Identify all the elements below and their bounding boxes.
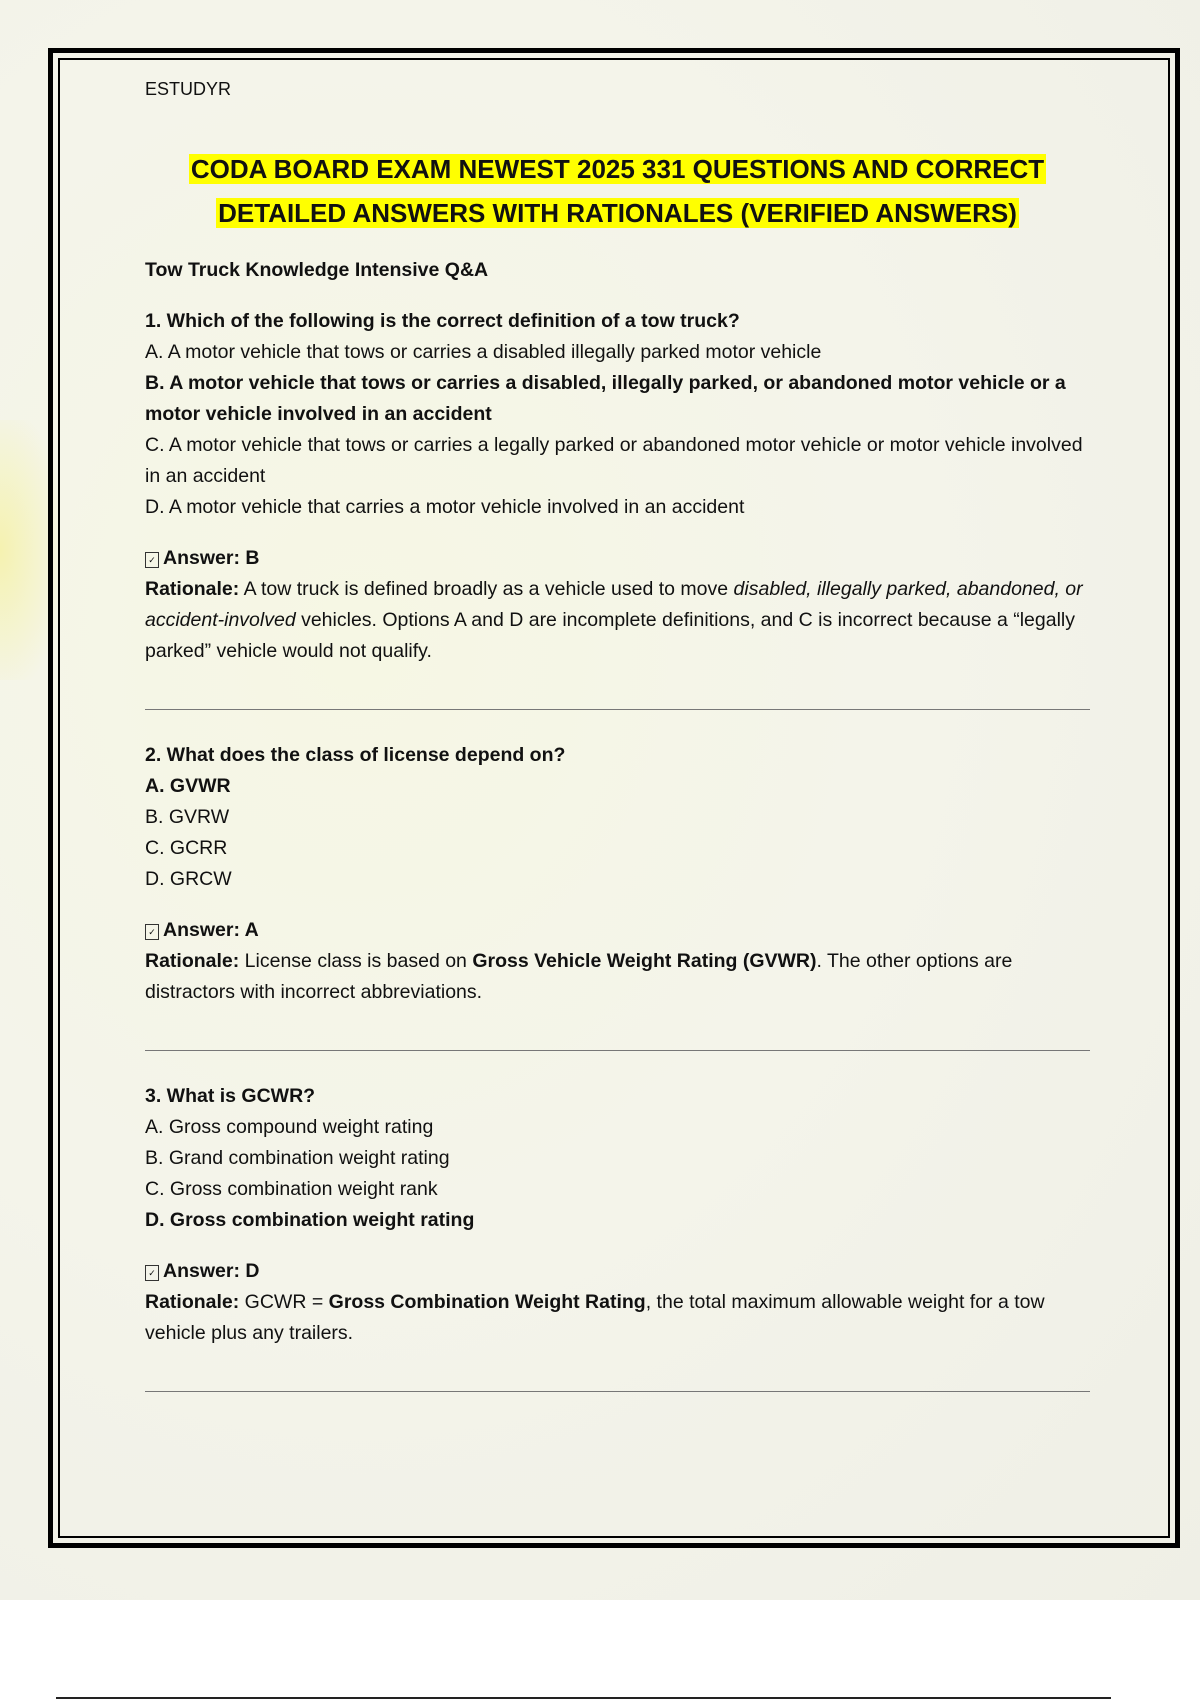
option-c: C. Gross combination weight rank — [145, 1178, 438, 1200]
question-block-1 — [145, 306, 1090, 667]
rationale — [145, 574, 1090, 667]
rationale-emphasis: disabled, illegally parked, abandoned, or accident-involved — [145, 578, 1083, 631]
divider — [145, 1050, 1090, 1051]
rationale — [145, 946, 1090, 1008]
rationale-text: . The other options are distractors with incorrect abbreviations. — [145, 950, 1013, 1003]
question-block-3 — [145, 1081, 1090, 1349]
option-d: D. GRCW — [145, 868, 232, 890]
answer-line — [145, 1256, 1090, 1287]
option-a: A. Gross compound weight rating — [145, 1116, 434, 1138]
title-line-1: CODA BOARD EXAM NEWEST 2025 331 QUESTIONS AND CORRECT — [190, 154, 1045, 184]
page-bottom-rule — [56, 1697, 1111, 1699]
checkmark-icon: ✓ — [145, 1265, 159, 1281]
question-text: 2. What does the class of license depend on? — [145, 744, 566, 766]
question-text: 3. What is GCWR? — [145, 1085, 316, 1107]
question-block-2 — [145, 740, 1090, 1008]
option-d-correct: D. Gross combination weight rating — [145, 1209, 475, 1231]
option-a-correct: A. GVWR — [145, 775, 231, 797]
rationale-text: vehicles. Options A and D are incomplete definitions, and C is incorrect because a “legally parked” vehicle would not qualify. — [145, 609, 1076, 662]
checkmark-icon: ✓ — [145, 924, 159, 940]
question-text: 1. Which of the following is the correct definition of a tow truck? — [145, 310, 740, 332]
answer-line — [145, 543, 1090, 574]
rationale — [145, 1287, 1090, 1349]
answer-text: Answer: D — [163, 1260, 260, 1282]
document-body — [145, 70, 1090, 1422]
document-title — [145, 147, 1090, 235]
rationale-label: Rationale: — [145, 950, 240, 972]
rationale-text: License class is based on — [239, 950, 473, 972]
option-b-correct: B. A motor vehicle that tows or carries a disabled, illegally parked, or abandoned motor vehicle or a motor vehicle involved in an accident — [145, 372, 1066, 425]
option-a: A. A motor vehicle that tows or carries a disabled illegally parked motor vehicle — [145, 341, 822, 363]
answer-line — [145, 915, 1090, 946]
answer-text: Answer: A — [163, 919, 259, 941]
option-c: C. A motor vehicle that tows or carries a legally parked or abandoned motor vehicle or motor vehicle involved in an accident — [145, 434, 1083, 487]
rationale-text: , the total maximum allowable weight for a tow vehicle plus any trailers. — [145, 1291, 1045, 1344]
brand-label: ESTUDYR — [145, 79, 232, 99]
document-subtitle: Tow Truck Knowledge Intensive Q&A — [145, 259, 489, 281]
option-b: B. Grand combination weight rating — [145, 1147, 450, 1169]
rationale-label: Rationale: — [145, 578, 240, 600]
checkmark-icon: ✓ — [145, 552, 159, 568]
title-line-2: DETAILED ANSWERS WITH RATIONALES (VERIFIED ANSWERS) — [218, 198, 1017, 228]
rationale-emphasis: Gross Combination Weight Rating — [328, 1291, 646, 1313]
rationale-label: Rationale: — [145, 1291, 240, 1313]
rationale-text: A tow truck is defined broadly as a vehicle used to move — [239, 578, 734, 600]
option-d: D. A motor vehicle that carries a motor vehicle involved in an accident — [145, 496, 745, 518]
divider — [145, 709, 1090, 710]
divider — [145, 1391, 1090, 1392]
rationale-text: GCWR = — [239, 1291, 329, 1313]
option-c: C. GCRR — [145, 837, 228, 859]
answer-text: Answer: B — [163, 547, 260, 569]
option-b: B. GVRW — [145, 806, 230, 828]
rationale-emphasis: Gross Vehicle Weight Rating (GVWR) — [472, 950, 817, 972]
